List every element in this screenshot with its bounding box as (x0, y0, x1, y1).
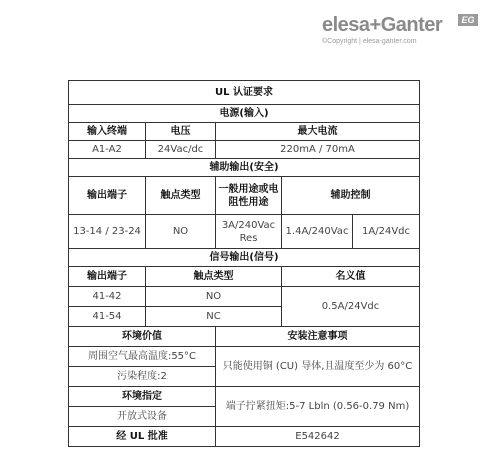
input-terminal-header: 输入终端 (69, 123, 146, 141)
power-section-header: 电源(输入) (69, 105, 420, 123)
signal-nominal-header: 名义值 (282, 267, 420, 287)
brand-name: elesa+Ganter (322, 14, 443, 36)
signal-terminal-value: 41-54 (69, 307, 146, 327)
environment-spec-header: 环境指定 (69, 387, 216, 407)
aux-control-header: 辅助控制 (282, 177, 420, 215)
input-terminal-value: A1-A2 (69, 141, 146, 159)
max-current-header: 最大电流 (216, 123, 420, 141)
max-ambient-temp: 周围空气最高温度:55°C (69, 347, 216, 367)
aux-contact-value: NO (146, 215, 216, 249)
environment-header: 环境价值 (69, 327, 216, 347)
signal-contact-header: 触点类型 (146, 267, 282, 287)
aux-terminal-value: 13-14 / 23-24 (69, 215, 146, 249)
signal-section-header: 信号输出(信号) (69, 249, 420, 267)
open-type-equipment: 开放式设备 (69, 407, 216, 427)
pollution-degree: 污染程度:2 (69, 367, 216, 387)
voltage-value: 24Vac/dc (146, 141, 216, 159)
aux-contact-header: 触点类型 (146, 177, 216, 215)
copyright-notice: ©Copyright | elesa-ganter.com (322, 38, 417, 45)
terminal-torque: 端子拧紧扭矩:5-7 Lbln (0.56-0.79 Nm) (216, 387, 420, 427)
ul-file-number: E542642 (216, 427, 420, 447)
signal-nominal-value: 0.5A/24Vdc (282, 287, 420, 327)
aux-control-value-2: 1A/24Vdc (353, 215, 420, 249)
aux-terminal-header: 输出端子 (69, 177, 146, 215)
aux-general-header: 一般用途或电阻性用途 (216, 177, 282, 215)
signal-contact-value: NC (146, 307, 282, 327)
signal-contact-value: NO (146, 287, 282, 307)
ul-certification-table (68, 80, 420, 447)
eg-badge: EG (458, 14, 478, 26)
signal-terminal-value: 41-42 (69, 287, 146, 307)
aux-general-value: 3A/240Vac Res (216, 215, 282, 249)
max-current-value: 220mA / 70mA (216, 141, 420, 159)
installation-header: 安装注意事项 (216, 327, 420, 347)
signal-terminal-header: 输出端子 (69, 267, 146, 287)
table-title: UL 认证要求 (69, 81, 420, 105)
aux-control-value-1: 1.4A/240Vac (282, 215, 353, 249)
ul-approved-label: 经 UL 批准 (69, 427, 216, 447)
aux-section-header: 辅助输出(安全) (69, 159, 420, 177)
voltage-header: 电压 (146, 123, 216, 141)
installation-note: 只能使用铜 (CU) 导体,且温度至少为 60°C (216, 347, 420, 387)
elesa-ganter-logo (322, 10, 482, 50)
